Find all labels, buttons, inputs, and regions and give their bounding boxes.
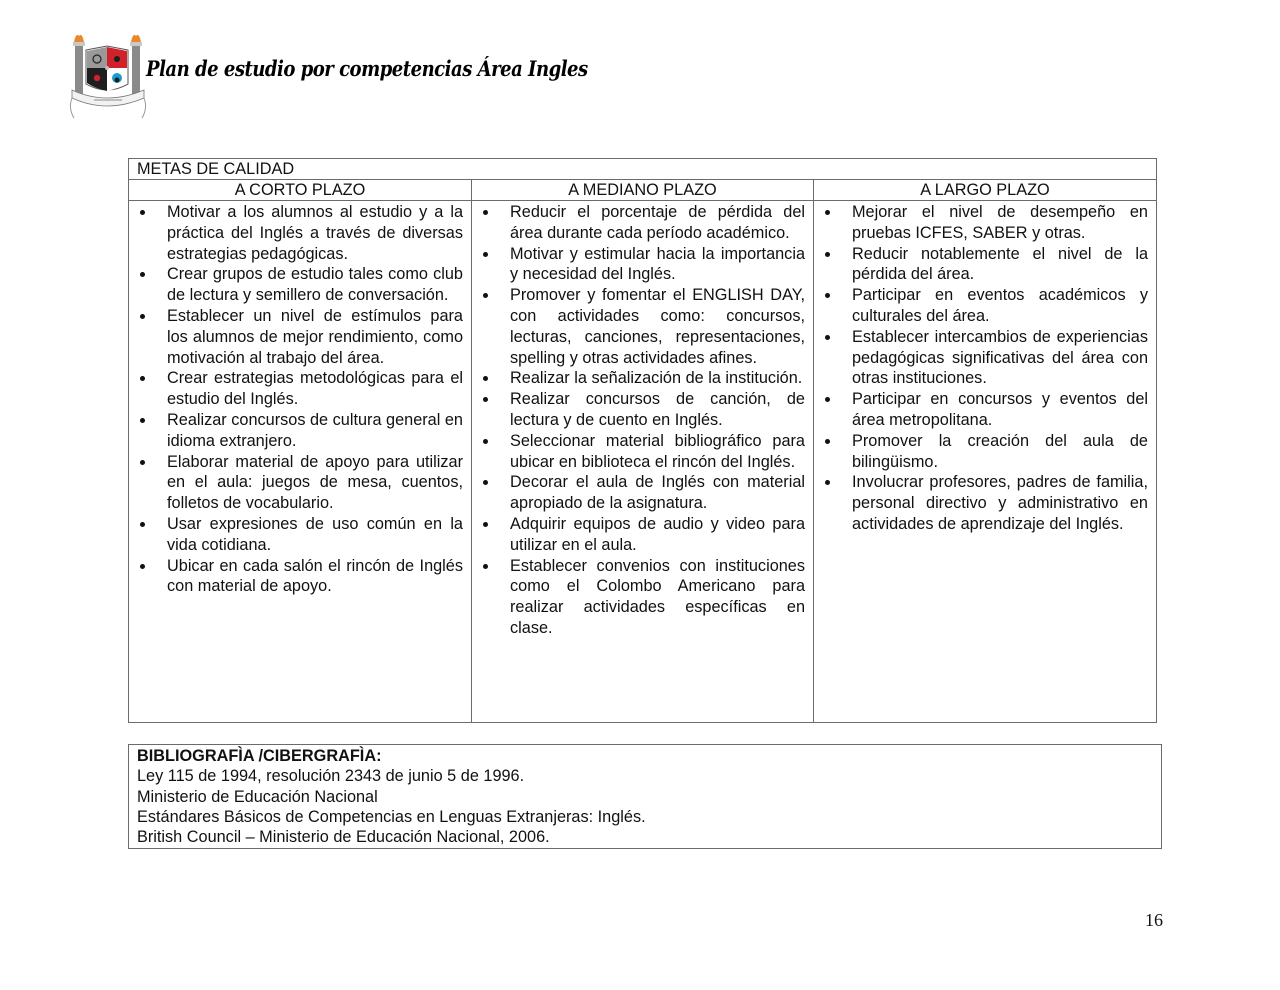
corto-plazo-list <box>129 202 463 597</box>
bibliography-line: Ley 115 de 1994, resolución 2343 de junio 5 de 1996. <box>137 767 525 786</box>
list-item: Realizar concursos de cultura general en idioma extranjero. <box>129 410 463 452</box>
list-item: Promover y fomentar el ENGLISH DAY, con actividades como: concursos, lecturas, canciones, representaciones, spelling y otras actividades afines. <box>472 285 805 368</box>
goals-row <box>129 201 1157 723</box>
list-item: Seleccionar material bibliográfico para ubicar en biblioteca el rincón del Inglés. <box>472 431 805 473</box>
bibliography-line: Ministerio de Educación Nacional <box>137 787 378 806</box>
largo-plazo-list <box>814 202 1148 535</box>
list-item: Establecer convenios con instituciones como el Colombo Americano para realizar actividades específicas en clase. <box>472 556 805 639</box>
heading-corto-plazo: A CORTO PLAZO <box>129 180 472 201</box>
list-item: Establecer un nivel de estímulos para los alumnos de mejor rendimiento, como motivación al trabajo del área. <box>129 306 463 368</box>
list-item: Elaborar material de apoyo para utilizar en el aula: juegos de mesa, cuentos, folletos de vocabulario. <box>129 452 463 514</box>
heading-mediano-plazo: A MEDIANO PLAZO <box>472 180 814 201</box>
list-item: Realizar concursos de canción, de lectura y de cuento en Inglés. <box>472 389 805 431</box>
list-item: Promover la creación del aula de bilingüismo. <box>814 431 1148 473</box>
bibliography-line: Estándares Básicos de Competencias en Lenguas Extranjeras: Inglés. <box>137 807 646 826</box>
document-title: Plan de estudio por competencias Área Ingles <box>146 55 588 81</box>
page-header <box>66 28 660 120</box>
list-item: Crear estrategias metodológicas para el estudio del Inglés. <box>129 368 463 410</box>
list-item: Adquirir equipos de audio y video para utilizar en el aula. <box>472 514 805 556</box>
column-heading-row <box>129 180 1157 201</box>
list-item: Establecer intercambios de experiencias pedagógicas significativas del área con otras instituciones. <box>814 327 1148 389</box>
list-item: Ubicar en cada salón el rincón de Inglés con material de apoyo. <box>129 556 463 598</box>
bibliography-line: British Council – Ministerio de Educación Nacional, 2006. <box>137 828 550 847</box>
mediano-plazo-cell <box>472 201 814 723</box>
list-item: Participar en eventos académicos y culturales del área. <box>814 285 1148 327</box>
list-item: Usar expresiones de uso común en la vida cotidiana. <box>129 514 463 556</box>
list-item: Decorar el aula de Inglés con material apropiado de la asignatura. <box>472 472 805 514</box>
school-crest-icon <box>66 28 150 120</box>
heading-largo-plazo: A LARGO PLAZO <box>814 180 1157 201</box>
bibliography-title: BIBLIOGRAFÌA /CIBERGRAFÌA: <box>137 747 382 765</box>
list-item: Motivar y estimular hacia la importancia y necesidad del Inglés. <box>472 244 805 286</box>
list-item: Crear grupos de estudio tales como club de lectura y semillero de conversación. <box>129 264 463 306</box>
mediano-plazo-list <box>472 202 805 639</box>
corto-plazo-cell <box>129 201 472 723</box>
metas-title-row <box>129 159 1157 180</box>
list-item: Motivar a los alumnos al estudio y a la práctica del Inglés a través de diversas estrategias pedagógicas. <box>129 202 463 264</box>
metas-table <box>128 158 1157 723</box>
list-item: Reducir el porcentaje de pérdida del área durante cada período académico. <box>472 202 805 244</box>
page-number: 16 <box>1145 910 1163 930</box>
metas-title: METAS DE CALIDAD <box>129 159 1157 180</box>
largo-plazo-cell <box>814 201 1157 723</box>
list-item: Reducir notablemente el nivel de la pérdida del área. <box>814 244 1148 286</box>
bibliography-box <box>128 744 1162 849</box>
list-item: Realizar la señalización de la institución. <box>472 368 805 389</box>
list-item: Mejorar el nivel de desempeño en pruebas ICFES, SABER y otras. <box>814 202 1148 244</box>
list-item: Participar en concursos y eventos del área metropolitana. <box>814 389 1148 431</box>
list-item: Involucrar profesores, padres de familia, personal directivo y administrativo en actividades de aprendizaje del Inglés. <box>814 472 1148 534</box>
